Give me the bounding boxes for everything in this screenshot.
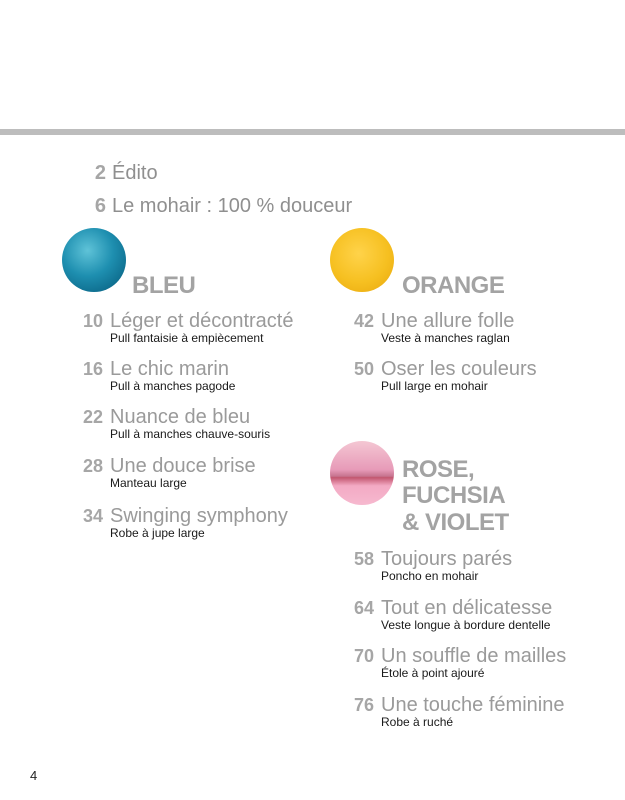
page-ref: 28 <box>82 456 103 476</box>
entry-title: Une allure folle <box>381 310 515 332</box>
page-ref: 70 <box>353 646 374 666</box>
bleu-color-swatch <box>62 228 126 292</box>
orange-color-swatch <box>330 228 394 292</box>
entry-subtitle: Robe à ruché <box>381 715 454 729</box>
rose-color-swatch <box>330 441 394 505</box>
entry-subtitle: Pull fantaisie à empiècement <box>110 331 264 345</box>
entry-title: Le mohair : 100 % douceur <box>112 195 353 217</box>
entry-subtitle: Étole à point ajouré <box>381 666 485 680</box>
section-title-rose-line3: & VIOLET <box>402 509 509 536</box>
entry-title: Tout en délicatesse <box>381 597 553 619</box>
page-ref: 58 <box>353 549 374 569</box>
entry-subtitle: Veste longue à bordure dentelle <box>381 618 551 632</box>
entry-title: Swinging symphony <box>110 505 288 527</box>
entry-title: Une douce brise <box>110 455 256 477</box>
toc-entry-edito[interactable] <box>86 162 158 184</box>
page-ref: 6 <box>94 195 106 217</box>
page-ref: 16 <box>82 359 103 379</box>
entry-title: Le chic marin <box>110 358 229 380</box>
page-number: 4 <box>30 768 38 783</box>
entry-subtitle: Pull à manches chauve-souris <box>110 427 271 441</box>
page-ref: 64 <box>353 598 374 618</box>
entry-title: Une touche féminine <box>381 694 565 716</box>
page-ref: 2 <box>94 162 106 184</box>
entry-subtitle: Veste à manches raglan <box>381 331 510 345</box>
entry-title: Nuance de bleu <box>110 406 251 428</box>
entry-title: Léger et décontracté <box>110 310 294 332</box>
toc-entry-mohair[interactable] <box>86 195 352 217</box>
entry-subtitle: Poncho en mohair <box>381 569 479 583</box>
page-ref: 42 <box>353 311 374 331</box>
section-title-rose-line2: FUCHSIA <box>402 482 506 509</box>
page-ref: 22 <box>82 407 103 427</box>
entry-subtitle: Pull large en mohair <box>381 379 488 393</box>
entry-subtitle: Robe à jupe large <box>110 526 205 540</box>
entry-title: Un souffle de mailles <box>381 645 567 667</box>
top-divider <box>0 129 625 135</box>
entry-subtitle: Manteau large <box>110 476 187 490</box>
entry-title: Édito <box>112 162 158 184</box>
page-ref: 50 <box>353 359 374 379</box>
section-title-orange: ORANGE <box>402 272 505 299</box>
entry-title: Oser les couleurs <box>381 358 537 380</box>
section-title-rose-line1: ROSE, <box>402 456 475 483</box>
page-ref: 76 <box>353 695 374 715</box>
entry-subtitle: Pull à manches pagode <box>110 379 236 393</box>
entry-title: Toujours parés <box>381 548 513 570</box>
page-ref: 34 <box>82 506 103 526</box>
section-title-bleu: BLEU <box>132 272 196 299</box>
page-ref: 10 <box>82 311 103 331</box>
